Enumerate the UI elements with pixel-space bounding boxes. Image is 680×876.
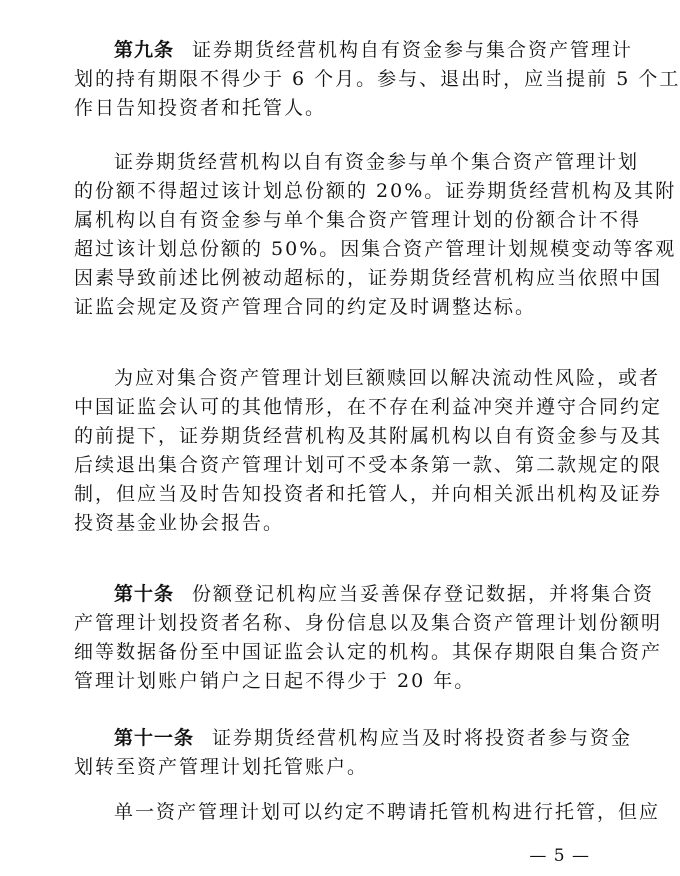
paragraph-text: 证券期货经营机构自有资金参与集合资产管理计 — [192, 39, 634, 61]
paragraph-line: 作日告知投资者和托管人。 — [74, 97, 327, 119]
paragraph-line: 的份额不得超过该计划总份额的 20%。证券期货经营机构及其附 — [74, 180, 677, 202]
article-9-paragraph-3 — [74, 364, 663, 538]
article-10-paragraph — [74, 580, 663, 696]
paragraph-line: 划的持有期限不得少于 6 个月。参与、退出时，应当提前 5 个工 — [74, 68, 680, 90]
page-number: — 5 — — [529, 846, 590, 866]
paragraph-line: 制，但应当及时告知投资者和托管人，并向相关派出机构及证券 — [74, 483, 663, 505]
article-title: 第九条 — [114, 39, 175, 61]
article-9-paragraph — [74, 36, 680, 123]
paragraph-line — [74, 724, 633, 753]
article-title: 第十条 — [114, 583, 175, 605]
paragraph-line: 为应对集合资产管理计划巨额赎回以解决流动性风险，或者 — [114, 367, 661, 389]
paragraph-line: 证监会规定及资产管理合同的约定及时调整达标。 — [74, 296, 537, 318]
paragraph-line: 单一资产管理计划可以约定不聘请托管机构进行托管，但应 — [114, 801, 661, 823]
paragraph-line: 因素导致前述比例被动超标的，证券期货经营机构应当依照中国 — [74, 267, 663, 289]
paragraph-line — [74, 36, 634, 65]
paragraph-line: 证券期货经营机构以自有资金参与单个集合资产管理计划 — [114, 151, 640, 173]
paragraph-line: 超过该计划总份额的 50%。因集合资产管理计划规模变动等客观 — [74, 238, 677, 260]
paragraph-line: 产管理计划投资者名称、身份信息以及集合资产管理计划份额明 — [74, 612, 663, 634]
article-11-paragraph — [74, 724, 633, 782]
paragraph-line: 划转至资产管理计划托管账户。 — [74, 756, 369, 778]
paragraph-line: 中国证监会认可的其他情形，在不存在利益冲突并遵守合同约定 — [74, 396, 663, 418]
paragraph-line: 管理计划账户销户之日起不得少于 20 年。 — [74, 670, 476, 692]
article-9-paragraph-2 — [74, 148, 677, 322]
paragraph-line — [74, 580, 655, 609]
paragraph-line: 细等数据备份至中国证监会认定的机构。其保存期限自集合资产 — [74, 641, 663, 663]
paragraph-text: 份额登记机构应当妥善保存登记数据，并将集合资 — [192, 583, 655, 605]
paragraph-text: 证券期货经营机构应当及时将投资者参与资金 — [212, 727, 633, 749]
article-title: 第十一条 — [114, 727, 195, 749]
paragraph-line: 投资基金业协会报告。 — [74, 512, 285, 534]
paragraph-line: 属机构以自有资金参与单个集合资产管理计划的份额合计不得 — [74, 209, 642, 231]
paragraph-line: 后续退出集合资产管理计划可不受本条第一款、第二款规定的限 — [74, 454, 663, 476]
paragraph-line: 的前提下，证券期货经营机构及其附属机构以自有资金参与及其 — [74, 425, 663, 447]
article-11-paragraph-2 — [74, 798, 661, 827]
